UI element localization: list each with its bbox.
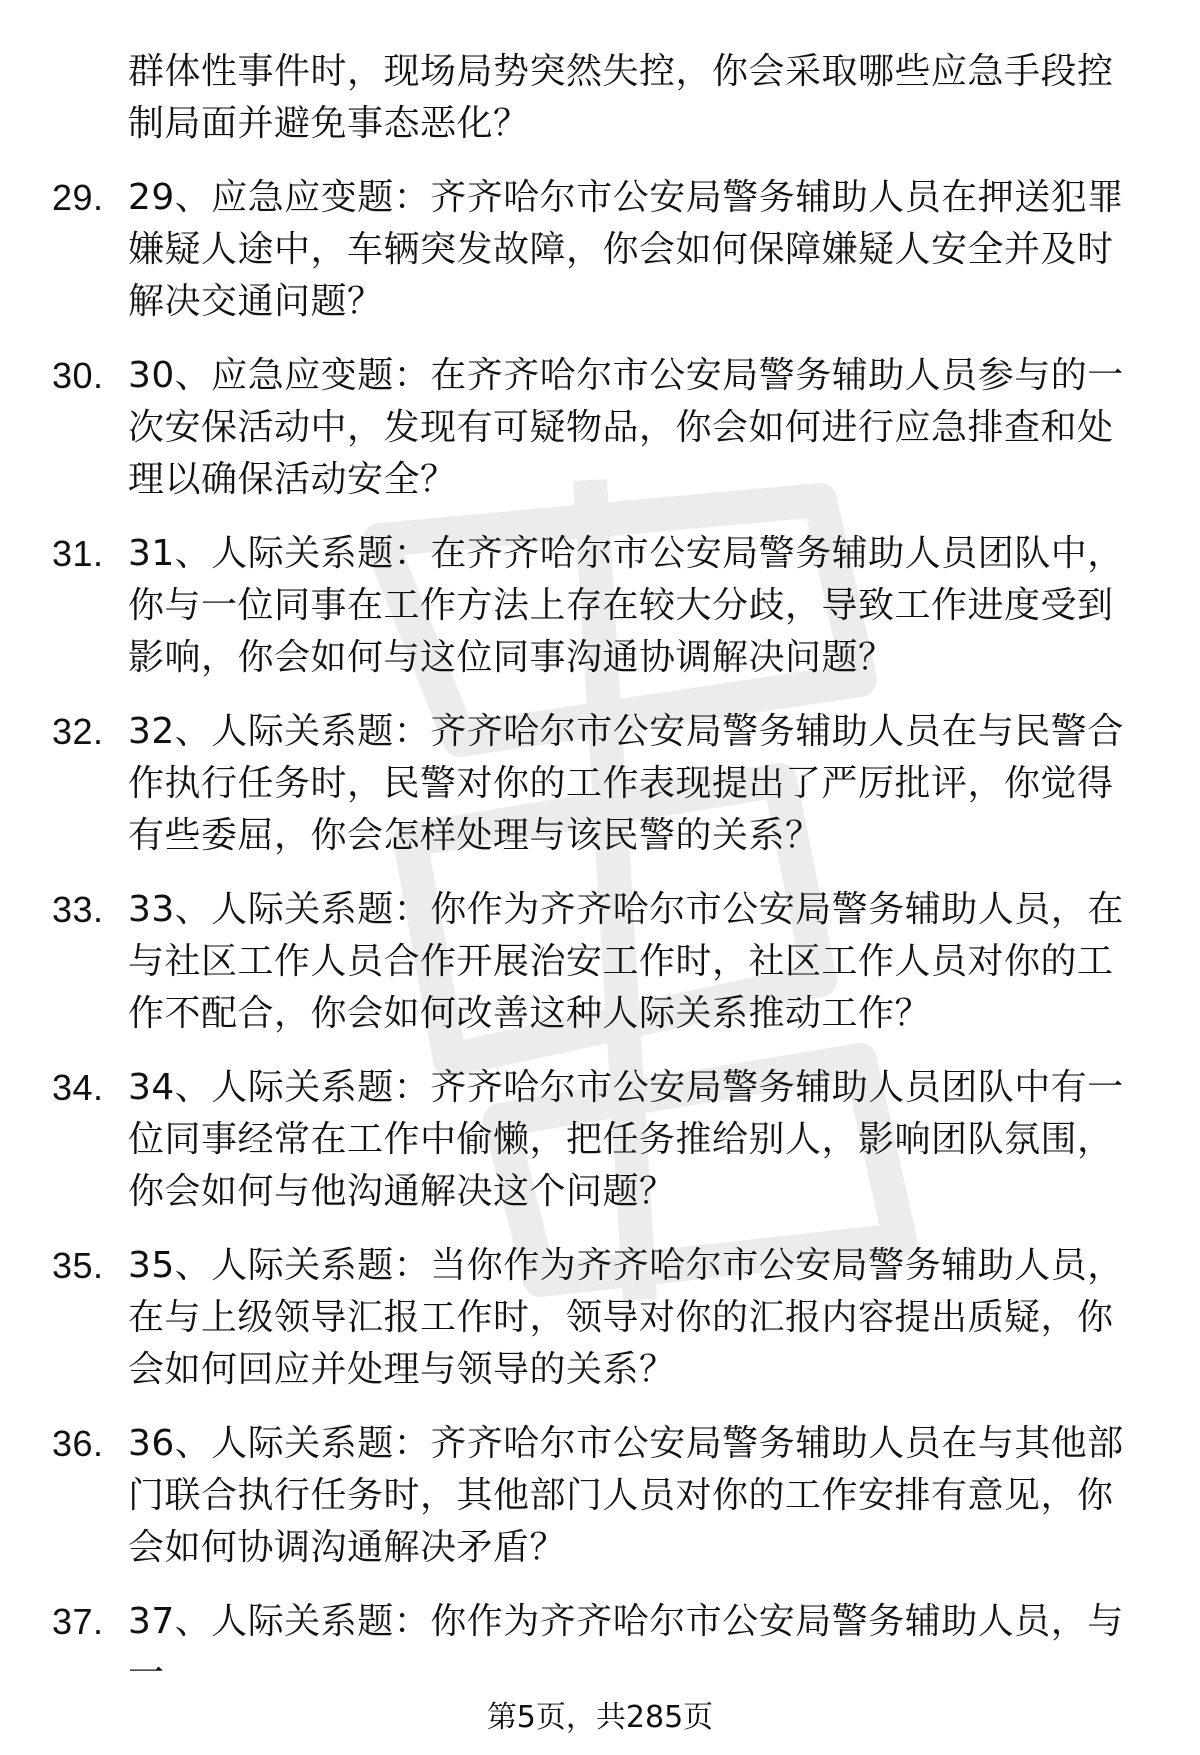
question-number: 36. (52, 1423, 104, 1464)
list-item (0, 350, 1200, 506)
question-list (0, 46, 1200, 1722)
question-number: 30. (52, 355, 104, 396)
question-text: 29、应急应变题：齐齐哈尔市公安局警务辅助人员在押送犯罪嫌疑人途中，车辆突发故障，你会如何保障嫌疑人安全并及时解决交通问题？ (128, 177, 1124, 322)
list-item (0, 172, 1200, 328)
list-item (0, 1062, 1200, 1218)
list-item (0, 884, 1200, 1040)
question-number: 31. (52, 533, 104, 574)
question-number: 37. (52, 1601, 104, 1642)
question-number: 32. (52, 711, 104, 752)
question-continuation (0, 46, 1200, 150)
list-item (0, 1596, 1200, 1700)
question-text: 37、人际关系题：你作为齐齐哈尔市公安局警务辅助人员，与一 (128, 1601, 1124, 1694)
question-number: 29. (52, 177, 104, 218)
question-text: 30、应急应变题：在齐齐哈尔市公安局警务辅助人员参与的一次安保活动中，发现有可疑物品，你会如何进行应急排查和处理以确保活动安全？ (128, 355, 1124, 500)
question-number: 34. (52, 1067, 104, 1108)
question-text: 群体性事件时，现场局势突然失控，你会采取哪些应急手段控制局面并避免事态恶化？ (128, 51, 1114, 144)
page-footer: 第5页，共285页 (0, 1698, 1200, 1738)
question-text: 35、人际关系题：当你作为齐齐哈尔市公安局警务辅助人员，在与上级领导汇报工作时，领导对你的汇报内容提出质疑，你会如何回应并处理与领导的关系？ (128, 1245, 1124, 1390)
list-item (0, 706, 1200, 862)
list-item (0, 1418, 1200, 1574)
list-item (0, 1240, 1200, 1396)
list-item (0, 528, 1200, 684)
question-text: 33、人际关系题：你作为齐齐哈尔市公安局警务辅助人员，在与社区工作人员合作开展治安工作时，社区工作人员对你的工作不配合，你会如何改善这种人际关系推动工作？ (128, 889, 1124, 1034)
question-text: 31、人际关系题：在齐齐哈尔市公安局警务辅助人员团队中，你与一位同事在工作方法上存在较大分歧，导致工作进度受到影响，你会如何与这位同事沟通协调解决问题？ (128, 533, 1124, 678)
question-number: 33. (52, 889, 104, 930)
question-text: 34、人际关系题：齐齐哈尔市公安局警务辅助人员团队中有一位同事经常在工作中偷懒，把任务推给别人，影响团队氛围，你会如何与他沟通解决这个问题？ (128, 1067, 1124, 1212)
question-text: 32、人际关系题：齐齐哈尔市公安局警务辅助人员在与民警合作执行任务时，民警对你的工作表现提出了严厉批评，你觉得有些委屈，你会怎样处理与该民警的关系？ (128, 711, 1124, 856)
question-number: 35. (52, 1245, 104, 1286)
question-text: 36、人际关系题：齐齐哈尔市公安局警务辅助人员在与其他部门联合执行任务时，其他部门人员对你的工作安排有意见，你会如何协调沟通解决矛盾？ (128, 1423, 1124, 1568)
